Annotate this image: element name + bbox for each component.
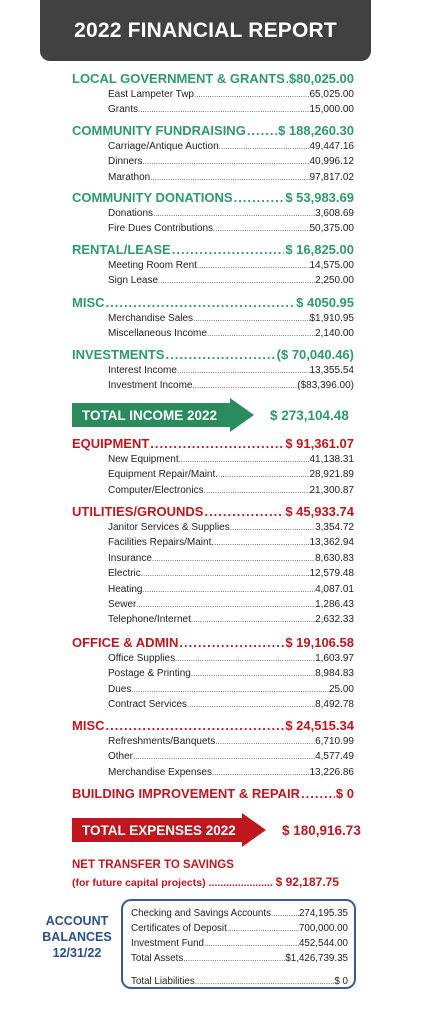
net-transfer xyxy=(72,857,372,891)
line-item-label: Computer/Electronics xyxy=(108,484,204,496)
section-total: $ 188,260.30 xyxy=(278,123,354,138)
line-item xyxy=(108,734,354,749)
line-item-value: 28,921.89 xyxy=(309,469,354,481)
leader-dots xyxy=(142,154,309,169)
account-balances-label xyxy=(42,913,112,961)
line-item-value: 8,630.83 xyxy=(315,552,354,564)
leader-dots xyxy=(212,765,310,780)
line-item-label: Contract Services xyxy=(108,699,187,711)
line-item xyxy=(108,483,354,498)
row-value: 274,195.35 xyxy=(298,908,348,919)
total-income-label: TOTAL INCOME 2022 xyxy=(82,407,218,423)
line-item-value: 49,447.16 xyxy=(309,141,354,152)
line-item xyxy=(108,154,354,169)
section-header xyxy=(72,122,354,139)
account-row xyxy=(131,906,348,921)
leader-dots xyxy=(271,906,299,921)
line-item xyxy=(108,311,354,326)
section-total: $ 4050.95 xyxy=(296,295,354,310)
account-label-date: 12/31/22 xyxy=(52,946,102,960)
line-item-label: Investment Income xyxy=(108,380,193,392)
row-value: $ 0 xyxy=(334,976,348,987)
line-item-label: Dues xyxy=(108,683,132,695)
section-header xyxy=(72,241,354,258)
line-item xyxy=(108,666,354,681)
line-item-label: Other xyxy=(108,751,134,763)
leader-dots xyxy=(227,921,299,936)
line-item-value: 1,286.43 xyxy=(315,598,354,610)
line-item xyxy=(108,326,354,341)
leader-dots xyxy=(179,452,310,467)
section xyxy=(72,717,354,780)
line-item-label: Grants xyxy=(108,104,139,116)
line-item-value: 97,817.02 xyxy=(309,171,354,183)
leader-dots xyxy=(150,435,284,452)
leader-dots xyxy=(138,102,309,117)
section xyxy=(72,189,354,237)
line-item-value: 8,492.78 xyxy=(315,699,354,711)
line-item xyxy=(108,221,354,236)
line-item xyxy=(108,206,354,221)
line-item xyxy=(108,566,354,581)
account-row xyxy=(131,951,348,966)
line-item-value: 4,577.49 xyxy=(315,751,354,763)
leader-dots xyxy=(204,503,284,520)
leader-dots xyxy=(195,974,335,989)
section-header xyxy=(72,503,354,520)
line-item-label: Miscellaneous Income xyxy=(108,328,207,340)
section-total: $ 53,983.69 xyxy=(285,190,354,205)
section-total: $ 91,361.07 xyxy=(285,436,354,451)
line-item-value: 13,362.94 xyxy=(309,537,354,549)
leader-dots xyxy=(301,785,335,802)
line-item-value: 6,710.99 xyxy=(315,736,354,747)
section-total: ($ 70,040.46) xyxy=(276,347,354,362)
line-item-label: Refreshments/Banquets xyxy=(108,736,216,747)
leader-dots xyxy=(213,221,309,236)
line-item-value: $1,910.95 xyxy=(309,313,354,324)
section-label: BUILDING IMPROVEMENT & REPAIR xyxy=(72,786,300,801)
line-item-value: 2,250.00 xyxy=(315,275,354,287)
row-label: Investment Fund xyxy=(131,938,204,949)
line-item-label: Interest Income xyxy=(108,365,177,376)
leader-dots xyxy=(133,749,315,764)
section-total: $80,025.00 xyxy=(288,71,354,86)
line-item-value: 65,025.00 xyxy=(309,89,354,100)
row-label: Total Assets xyxy=(131,953,184,964)
leader-dots xyxy=(141,566,310,581)
total-income-arrow xyxy=(72,403,230,427)
total-liabilities-row xyxy=(131,974,348,989)
line-item xyxy=(108,765,354,780)
line-item xyxy=(108,551,354,566)
row-label: Certificates of Deposit xyxy=(131,923,227,934)
section-total: $ 0 xyxy=(335,786,354,801)
line-item-label: Insurance xyxy=(108,552,152,564)
line-item-label: Facilities Repairs/Maint. xyxy=(108,537,215,549)
line-item xyxy=(108,682,354,697)
total-expenses-arrow xyxy=(72,818,242,842)
section xyxy=(72,503,354,628)
leader-dots xyxy=(234,189,285,206)
section-header xyxy=(72,294,354,311)
section-header xyxy=(72,70,354,87)
leader-dots xyxy=(165,346,275,363)
line-item xyxy=(108,582,354,597)
leader-dots xyxy=(207,326,315,341)
leader-dots xyxy=(218,467,309,482)
section-label: UTILITIES/GROUNDS xyxy=(72,504,204,519)
total-income-value: $ 273,104.48 xyxy=(270,407,349,423)
line-item xyxy=(108,612,354,627)
account-row xyxy=(131,921,348,936)
report-title-banner xyxy=(40,0,371,61)
report-title: 2022 FINANCIAL REPORT xyxy=(74,18,337,42)
line-item-value: 3,608.69 xyxy=(315,208,354,219)
leader-dots xyxy=(175,651,315,666)
line-item-label: Merchandise Expenses xyxy=(108,766,212,778)
net-transfer-value: $ 92,187.75 xyxy=(275,875,340,889)
line-item xyxy=(108,378,354,393)
section-total: $ 45,933.74 xyxy=(285,504,354,519)
line-item-label: Marathon xyxy=(108,171,151,183)
leader-dots xyxy=(247,122,277,139)
line-item-label: Carriage/Antique Auction xyxy=(108,141,219,152)
line-item xyxy=(108,520,354,535)
section xyxy=(72,346,354,394)
section xyxy=(72,122,354,185)
line-item-label: Telephone/Internet xyxy=(108,614,191,626)
leader-dots xyxy=(204,483,310,498)
section xyxy=(72,435,354,498)
total-expenses-label: TOTAL EXPENSES 2022 xyxy=(82,822,236,838)
line-item-value: 40,996.12 xyxy=(309,156,354,168)
leader-dots xyxy=(209,875,273,892)
line-item-value: 8,984.83 xyxy=(315,668,354,680)
section-label: COMMUNITY DONATIONS xyxy=(72,190,233,205)
section-header xyxy=(72,634,354,651)
line-item-value: 41,138.31 xyxy=(309,454,354,465)
row-value: $1,426,739.35 xyxy=(285,953,348,964)
leader-dots xyxy=(187,697,315,712)
section xyxy=(72,634,354,713)
leader-dots xyxy=(158,273,315,288)
section-label: INVESTMENTS xyxy=(72,347,165,362)
leader-dots xyxy=(191,666,315,681)
leader-dots xyxy=(197,258,310,273)
line-item-value: 13,226.86 xyxy=(309,766,354,778)
leader-dots xyxy=(219,139,310,154)
leader-dots xyxy=(193,311,309,326)
line-item-label: Sign Lease xyxy=(108,275,159,287)
total-expenses-value: $ 180,916.73 xyxy=(282,822,361,838)
section-label: COMMUNITY FUNDRAISING xyxy=(72,123,246,138)
section xyxy=(72,785,354,802)
section-label: EQUIPMENT xyxy=(72,436,150,451)
section-total: $ 19,106.58 xyxy=(285,635,354,650)
line-item-value: 3,354.72 xyxy=(315,522,354,533)
leader-dots xyxy=(215,734,315,749)
section-label: OFFICE & ADMIN xyxy=(72,635,179,650)
leader-dots xyxy=(204,936,299,951)
line-item xyxy=(108,170,354,185)
line-item-value: 1,603.97 xyxy=(315,653,354,664)
line-item-label: New Equipment xyxy=(108,454,179,465)
line-item xyxy=(108,87,354,102)
line-item-label: Office Supplies xyxy=(108,653,176,664)
section-header xyxy=(72,717,354,734)
line-item-label: Janitor Services & Supplies xyxy=(108,522,230,533)
line-item-label: Postage & Printing xyxy=(108,668,191,680)
row-label: Checking and Savings Accounts xyxy=(131,908,271,919)
leader-dots xyxy=(131,682,329,697)
line-item-value: 2,140.00 xyxy=(315,328,354,340)
line-item xyxy=(108,535,354,550)
leader-dots xyxy=(192,378,297,393)
account-row xyxy=(131,936,348,951)
section-header xyxy=(72,189,354,206)
line-item-label: Merchandise Sales xyxy=(108,313,194,324)
leader-dots xyxy=(136,597,315,612)
section-header xyxy=(72,346,354,363)
line-item-label: Donations xyxy=(108,208,154,219)
leader-dots xyxy=(150,170,309,185)
line-item-label: Equipment Repair/Maint. xyxy=(108,469,219,481)
section-label: MISC xyxy=(72,718,105,733)
leader-dots xyxy=(152,551,315,566)
line-item-value: 14,575.00 xyxy=(309,260,354,271)
section-total: $ 24,515.34 xyxy=(285,718,354,733)
leader-dots xyxy=(177,363,310,378)
line-item-label: Electric xyxy=(108,568,141,580)
leader-dots xyxy=(153,206,315,221)
leader-dots xyxy=(172,241,285,258)
section-header xyxy=(72,435,354,452)
leader-dots xyxy=(191,612,315,627)
section xyxy=(72,70,354,118)
account-label-line: ACCOUNT xyxy=(45,914,109,928)
section-total: $ 16,825.00 xyxy=(285,242,354,257)
leader-dots xyxy=(142,582,315,597)
row-label: Total Liabilities xyxy=(131,976,195,987)
account-label-line: BALANCES xyxy=(42,930,112,944)
line-item-label: Sewer xyxy=(108,598,137,610)
line-item xyxy=(108,697,354,712)
line-item xyxy=(108,651,354,666)
leader-dots xyxy=(183,951,285,966)
total-income-row xyxy=(72,400,372,430)
row-value: 452,544.00 xyxy=(298,938,348,949)
line-item xyxy=(108,597,354,612)
line-item-value: ($83,396.00) xyxy=(297,380,354,392)
line-item-value: 12,579.48 xyxy=(309,568,354,580)
line-item-value: 13,355.54 xyxy=(309,365,354,376)
leader-dots xyxy=(286,70,288,87)
account-balances-box xyxy=(121,899,356,989)
line-item xyxy=(108,467,354,482)
section xyxy=(72,241,354,289)
leader-dots xyxy=(106,717,285,734)
leader-dots xyxy=(214,535,309,550)
line-item-value: 25.00 xyxy=(328,683,354,695)
line-item xyxy=(108,749,354,764)
line-item-value: 15,000.00 xyxy=(309,104,354,116)
line-item-value: 50,375.00 xyxy=(309,223,354,235)
line-item-value: 4,087.01 xyxy=(315,583,354,595)
line-item xyxy=(108,139,354,154)
net-transfer-note: (for future capital projects) xyxy=(72,877,206,889)
net-transfer-title: NET TRANSFER TO SAVINGS xyxy=(72,859,234,871)
section xyxy=(72,294,354,342)
line-item-label: East Lampeter Twp xyxy=(108,89,194,100)
leader-dots xyxy=(230,520,315,535)
line-item xyxy=(108,258,354,273)
line-item xyxy=(108,273,354,288)
line-item-value: 21,300.87 xyxy=(309,484,354,496)
line-item-label: Heating xyxy=(108,583,143,595)
line-item xyxy=(108,452,354,467)
line-item xyxy=(108,102,354,117)
line-item-label: Meeting Room Rent xyxy=(108,260,197,271)
section-label: MISC xyxy=(72,295,105,310)
leader-dots xyxy=(179,634,284,651)
section-label: LOCAL GOVERNMENT & GRANTS xyxy=(72,71,285,86)
leader-dots xyxy=(106,294,296,311)
section-header xyxy=(72,785,354,802)
row-value: 700,000.00 xyxy=(298,923,348,934)
line-item-label: Dinners xyxy=(108,156,143,168)
leader-dots xyxy=(194,87,310,102)
total-expenses-row xyxy=(72,815,372,845)
line-item xyxy=(108,363,354,378)
section-label: RENTAL/LEASE xyxy=(72,242,171,257)
line-item-value: 2,632.33 xyxy=(315,614,354,626)
line-item-label: Fire Dues Contributions xyxy=(108,223,214,235)
